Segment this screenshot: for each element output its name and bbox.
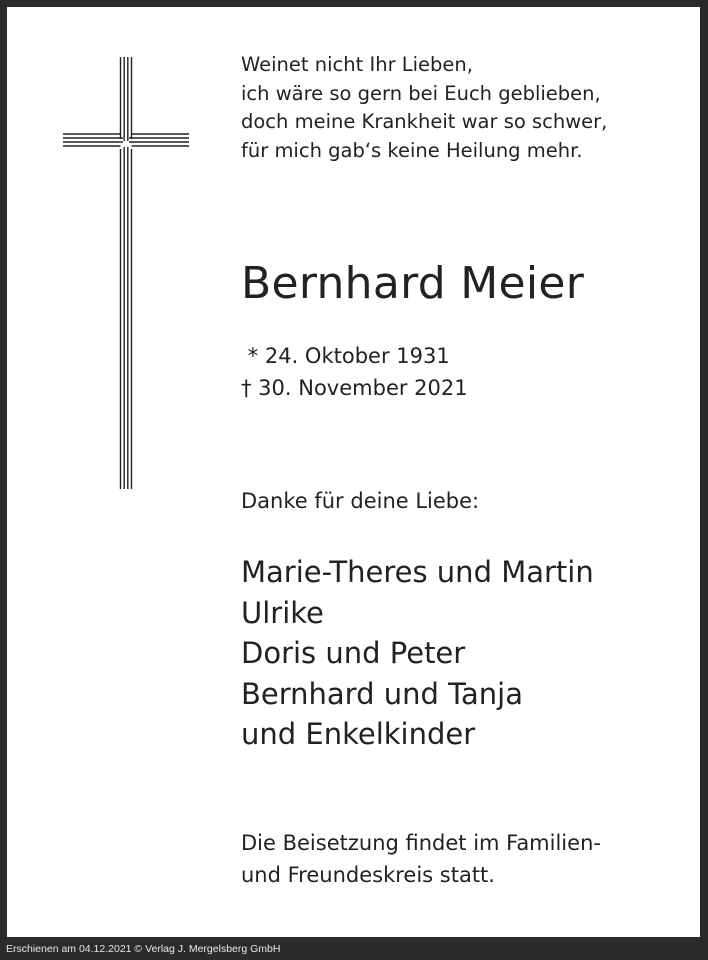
poem-line: für mich gab‘s keine Heilung mehr. xyxy=(241,138,583,162)
mourner-entry: Doris und Peter xyxy=(241,636,466,670)
obituary-notice xyxy=(7,7,700,937)
mourner-entry: Marie-Theres und Martin xyxy=(241,555,594,589)
cross-icon xyxy=(63,57,189,489)
poem xyxy=(241,51,607,165)
death-date: † 30. November 2021 xyxy=(241,376,468,400)
mourners-list xyxy=(241,552,594,755)
deceased-name: Bernhard Meier xyxy=(241,258,585,309)
burial-notice-line: Die Beisetzung findet im Familien- xyxy=(241,831,601,855)
burial-notice-line: und Freundeskreis statt. xyxy=(241,863,495,887)
burial-notice xyxy=(241,827,601,891)
life-dates xyxy=(241,340,468,404)
mourner-entry: Bernhard und Tanja xyxy=(241,676,523,711)
publication-footer: Erschienen am 04.12.2021 © Verlag J. Mergelsberg GmbH xyxy=(6,943,281,955)
thanks-line: Danke für deine Liebe: xyxy=(241,489,480,513)
poem-line: Weinet nicht Ihr Lieben, xyxy=(241,53,473,76)
poem-line: doch meine Krankheit war so schwer, xyxy=(241,110,608,133)
mourner-entry: Ulrike xyxy=(241,595,324,630)
mourner-entry: und Enkelkinder xyxy=(241,717,476,751)
birth-date: * 24. Oktober 1931 xyxy=(241,344,450,368)
poem-line: ich wäre so gern bei Euch geblieben, xyxy=(241,81,601,105)
